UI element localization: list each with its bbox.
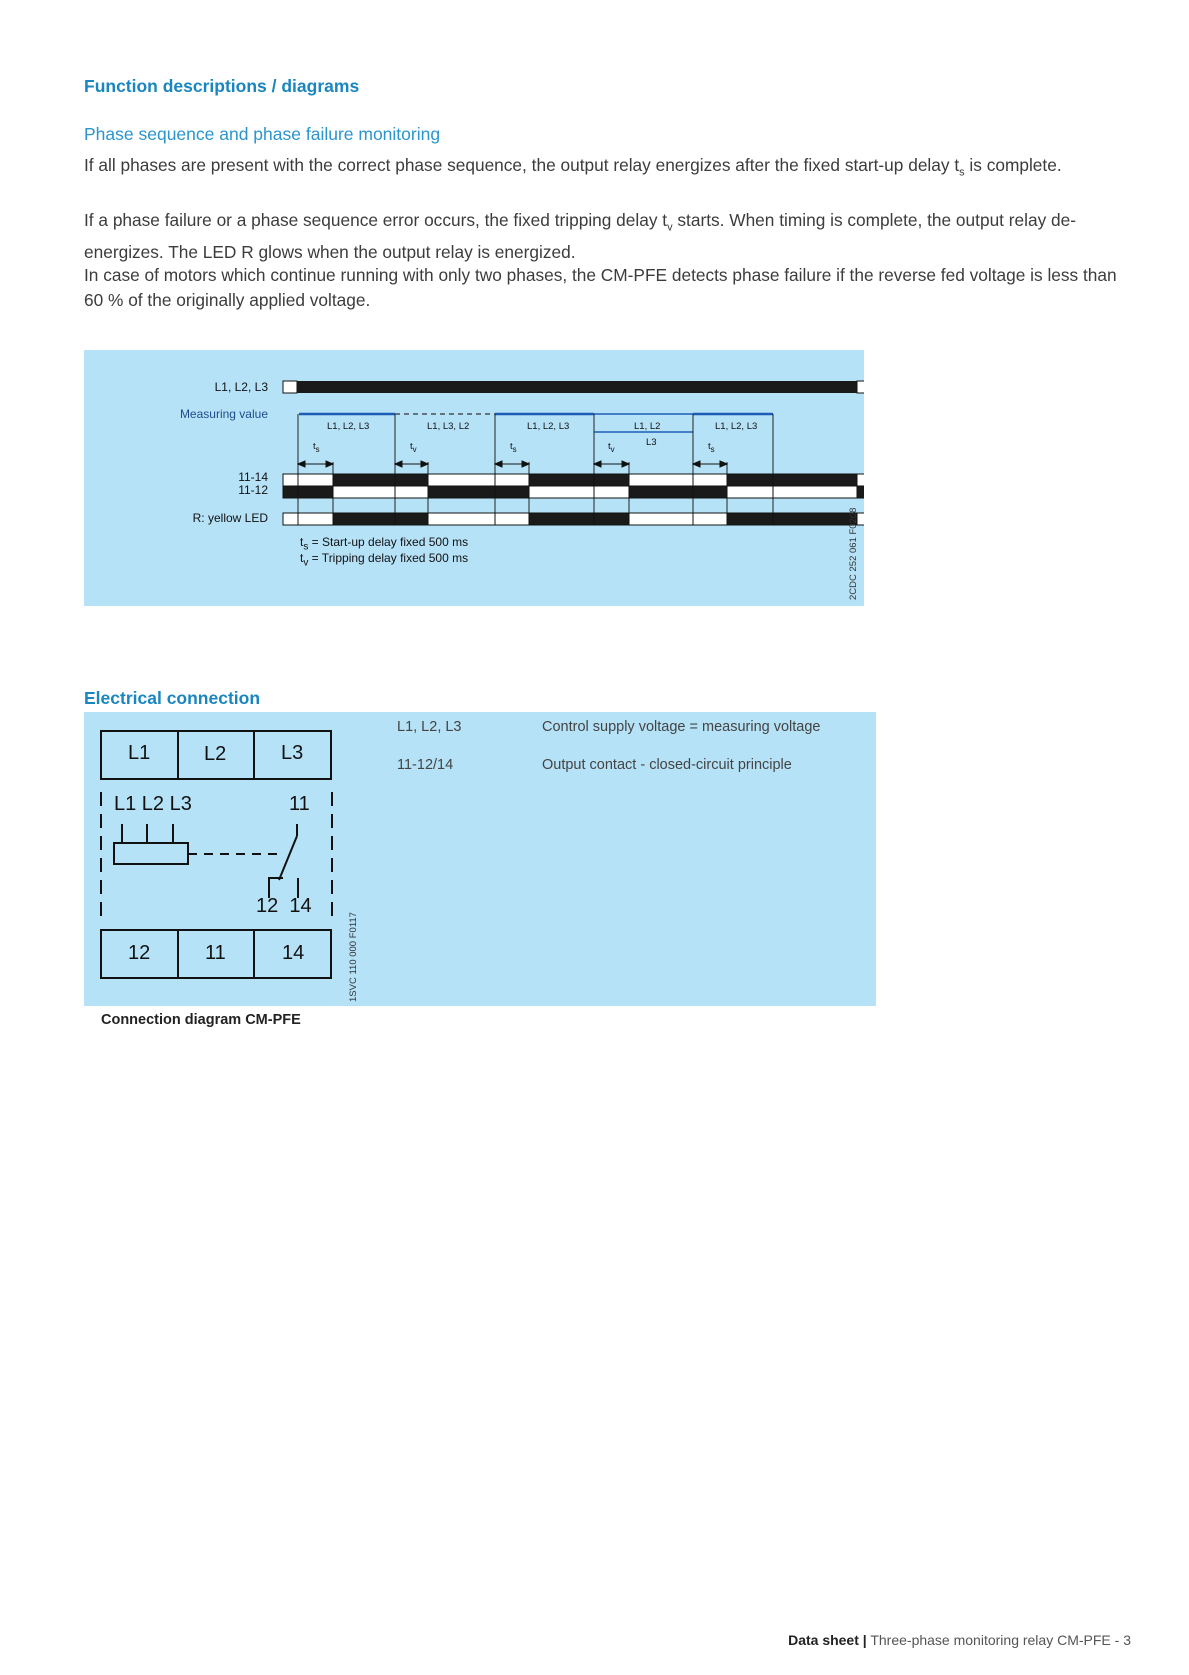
label-measuring-value: Measuring value xyxy=(179,407,268,421)
inner-label-phases: L1 L2 L3 xyxy=(114,793,192,815)
figure-id-timing: 2CDC 252 061 F0208 xyxy=(848,507,859,600)
label-supply: L1, L2, L3 xyxy=(214,380,268,394)
segment-label-4b: L3 xyxy=(646,437,657,448)
timing-diagram-panel xyxy=(84,350,864,606)
supply-bar xyxy=(297,381,857,393)
electrical-connection-panel xyxy=(84,712,876,1006)
electrical-connection-title: Electrical connection xyxy=(84,688,261,708)
inner-label-common: 11 xyxy=(289,793,310,815)
delay-label-ts-1: $t_s$ xyxy=(313,441,320,454)
segment-label-5: L1, L2, L3 xyxy=(715,421,758,432)
timing-chart xyxy=(84,350,864,606)
delay-label-ts-2: $t_s$ xyxy=(510,441,517,454)
label-contact-11-14: 11-14 xyxy=(238,470,268,484)
subsection-title: Phase sequence and phase failure monitoring xyxy=(84,124,441,144)
label-contact-11-12: 11-12 xyxy=(238,483,268,497)
delay-arrows xyxy=(298,461,727,467)
supply-end-box xyxy=(857,381,864,393)
page-footer: Data sheet | Three-phase monitoring relay CM-PFE - 3 xyxy=(788,1632,1131,1648)
desc-term-output: 11-12/14 xyxy=(397,757,454,773)
inner-label-contacts: 12 14 xyxy=(256,895,312,917)
desc-text-supply: Control supply voltage = measuring voltage xyxy=(542,719,821,735)
delay-label-tv-2: $t_v$ xyxy=(608,441,615,454)
relay-contact-symbol xyxy=(269,824,298,898)
segment-label-3: L1, L2, L3 xyxy=(527,421,570,432)
desc-text-output: Output contact - closed-circuit principle xyxy=(542,757,792,773)
figure-id-connection: 1SVC 110 000 F0117 xyxy=(348,912,359,1002)
segment-label-4a: L1, L2 xyxy=(634,421,661,432)
top-terminal-l3: L3 xyxy=(281,742,304,764)
measuring-element-symbol xyxy=(114,824,188,864)
connection-caption: Connection diagram CM-PFE xyxy=(101,1012,301,1028)
contact-11-14-row xyxy=(283,474,864,486)
bottom-terminal-14: 14 xyxy=(282,942,305,964)
paragraph-tripping: If a phase failure or a phase sequence error occurs, the fixed tripping delay $t_v$ starts. When timing is complete, the output relay de-energizes. The LED R glows when the output relay is energized. xyxy=(84,210,1077,263)
label-led: R: yellow LED xyxy=(192,511,268,525)
contact-11-12-row xyxy=(283,486,864,498)
legend-tripping-delay: $t_v$ = Tripping delay fixed 500 ms xyxy=(300,551,469,569)
led-row xyxy=(283,513,864,525)
paragraph-startup: If all phases are present with the correct phase sequence, the output relay energizes after the fixed start-up delay $t_s$ is complete. xyxy=(84,155,1062,179)
segment-label-1: L1, L2, L3 xyxy=(327,421,370,432)
top-terminal-l2: L2 xyxy=(204,743,227,765)
supply-start-box xyxy=(283,381,297,393)
bottom-terminal-11: 11 xyxy=(205,942,226,964)
paragraph-motors: In case of motors which continue running with only two phases, the CM-PFE detects phase failure if the reverse fed voltage is less than 60 % of the originally applied voltage. xyxy=(84,265,1117,310)
legend-startup-delay: $t_s$ = Start-up delay fixed 500 ms xyxy=(300,535,469,553)
segment-label-2: L1, L3, L2 xyxy=(427,421,470,432)
desc-term-supply: L1, L2, L3 xyxy=(397,719,462,735)
bottom-terminal-12: 12 xyxy=(128,942,151,964)
delay-label-ts-3: $t_s$ xyxy=(708,441,715,454)
section-title: Function descriptions / diagrams xyxy=(84,76,360,96)
top-terminal-l1: L1 xyxy=(128,742,151,764)
delay-label-tv-1: $t_v$ xyxy=(410,441,417,454)
